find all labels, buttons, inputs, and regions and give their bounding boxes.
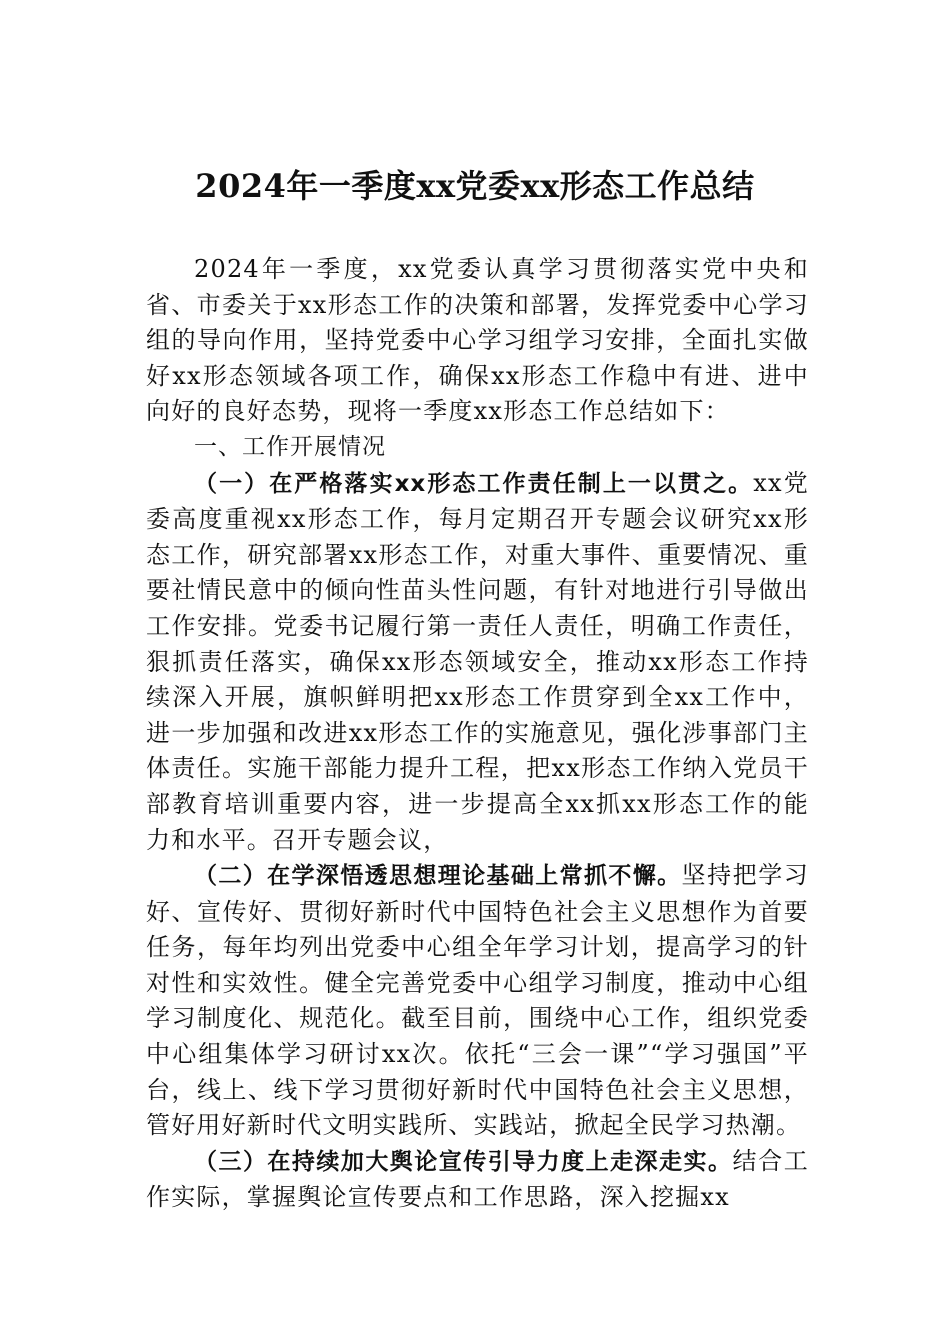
paragraph-item-3 (146, 1144, 809, 1216)
document-title: 2024年一季度xx党委xx形态工作总结 (195, 167, 755, 205)
item-1-heading: （一）在严格落实xx形态工作责任制上一以贯之。 (194, 470, 754, 497)
paragraph-item-2 (146, 858, 809, 1144)
document-body (146, 252, 809, 1216)
item-3-heading: （三）在持续加大舆论宣传引导力度上走深走实。 (194, 1148, 733, 1175)
item-3-text: 结合工作实际，掌握舆论宣传要点和工作思路，深入挖掘xx (146, 1146, 810, 1212)
item-1-text: xx党委高度重视xx形态工作，每月定期召开专题会议研究xx形态工作，研究部署xx形态工作，对重大事件、重要情况、重要社情民意中的倾向性苗头性问题，有针对地进行引导做出工作安排。党委书记履行第一责任人责任，明确工作责任，狠抓责任落实，确保xx形态领域安全，推动xx形态工作持续深入开展，旗帜鲜明把xx形态工作贯穿到全xx工作中，进一步加强和改进xx形态工作的实施意见，强化涉事部门主体责任。实施干部能力提升工程，把xx形态工作纳入党员干部教育培训重要内容，进一步提高全xx抓xx形态工作的能力和水平。召开专题会议， (146, 468, 810, 854)
intro-paragraph: 2024年一季度，xx党委认真学习贯彻落实党中央和省、市委关于xx形态工作的决策和部署，发挥党委中心学习组的导向作用，坚持党委中心学习组学习安排，全面扎实做好xx形态领域各项工作，确保xx形态工作稳中有进、进中向好的良好态势，现将一季度xx形态工作总结如下： (146, 255, 809, 426)
section-heading-work-status: 一、工作开展情况 (194, 433, 386, 460)
item-2-text: 坚持把学习好、宣传好、贯彻好新时代中国特色社会主义思想作为首要任务，每年均列出党委中心组全年学习计划，提高学习的针对性和实效性。健全完善党委中心组学习制度，推动中心组学习制度化、规范化。截至目前，围绕中心工作，组织党委中心组集体学习研讨xx次。依托“三会一课”“学习强国”平台，线上、线下学习贯彻好新时代中国特色社会主义思想，管好用好新时代文明实践所、实践站，掀起全民学习热潮。 (146, 861, 809, 1140)
paragraph-item-1 (146, 466, 809, 859)
item-2-heading: （二）在学深悟透思想理论基础上常抓不懈。 (194, 863, 682, 890)
